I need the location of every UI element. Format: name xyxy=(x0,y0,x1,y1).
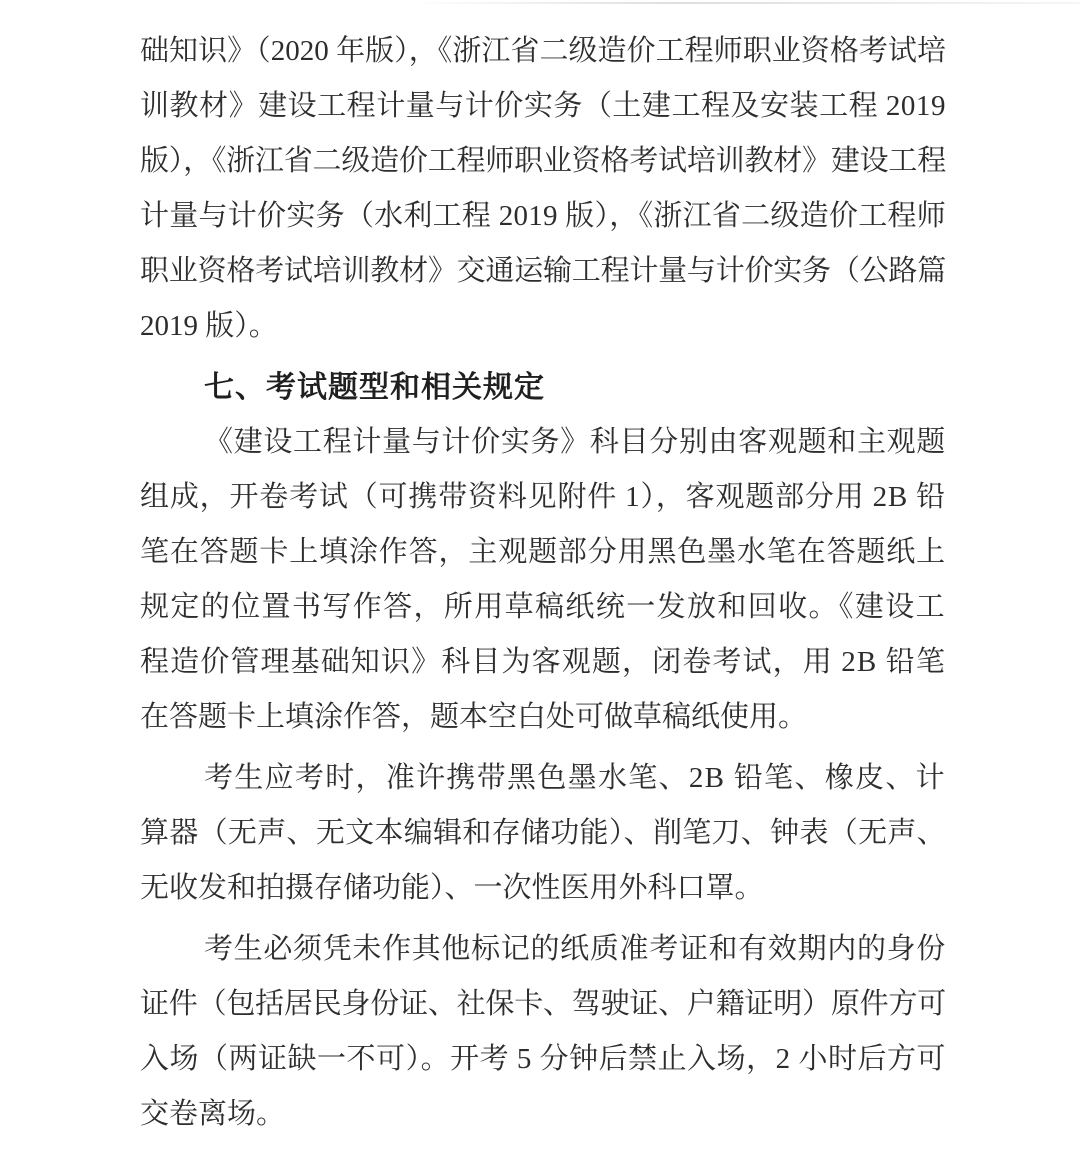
line-text: 交卷离场。 xyxy=(140,1098,286,1130)
line-text: 规定的位置书写作答，所用草稿纸统一发放和回收。《建设工 xyxy=(140,591,946,623)
text-line xyxy=(140,580,946,635)
text-line xyxy=(140,79,946,134)
line-text: 职业资格考试培训教材》交通运输工程计量与计价实务（公路篇 xyxy=(140,255,946,287)
text-block xyxy=(140,24,946,1142)
line-text: 《建设工程计量与计价实务》科目分别由客观题和主观题 xyxy=(204,426,946,458)
section-heading xyxy=(140,360,946,415)
line-text: 笔在答题卡上填涂作答，主观题部分用黑色墨水笔在答题纸上 xyxy=(140,536,946,568)
line-text: 入场（两证缺一不可）。开考 5 分钟后禁止入场，2 小时后方可 xyxy=(140,1043,946,1075)
text-line xyxy=(140,525,946,580)
line-text: 训教材》建设工程计量与计价实务（土建工程及安装工程 2019 xyxy=(140,90,946,122)
text-line xyxy=(140,806,946,861)
text-line xyxy=(140,751,946,806)
text-line xyxy=(140,24,946,79)
text-line xyxy=(140,415,946,470)
text-line xyxy=(140,861,946,916)
line-text: 考生必须凭未作其他标记的纸质准考证和有效期内的身份 xyxy=(204,933,946,965)
text-line xyxy=(140,1087,946,1142)
text-line xyxy=(140,922,946,977)
line-text: 程造价管理基础知识》科目为客观题，闭卷考试，用 2B 铅笔 xyxy=(140,646,946,678)
line-text: 证件（包括居民身份证、社保卡、驾驶证、户籍证明）原件方可 xyxy=(140,988,946,1020)
text-line xyxy=(140,299,946,354)
line-text: 考生应考时，准许携带黑色墨水笔、2B 铅笔、橡皮、计 xyxy=(204,762,946,794)
line-text: 在答题卡上填涂作答，题本空白处可做草稿纸使用。 xyxy=(140,701,808,733)
line-text: 计量与计价实务（水利工程 2019 版），《浙江省二级造价工程师 xyxy=(140,200,946,232)
text-line xyxy=(140,134,946,189)
text-line xyxy=(140,189,946,244)
line-text: 组成，开卷考试（可携带资料见附件 1），客观题部分用 2B 铅 xyxy=(140,481,946,513)
line-text: 无收发和拍摄存储功能）、一次性医用外科口罩。 xyxy=(140,872,764,904)
text-line xyxy=(140,1032,946,1087)
text-line xyxy=(140,635,946,690)
line-text: 版），《浙江省二级造价工程师职业资格考试培训教材》建设工程 xyxy=(140,145,946,177)
text-line xyxy=(140,470,946,525)
line-text: 础知识》（2020 年版），《浙江省二级造价工程师职业资格考试培 xyxy=(140,35,946,67)
scan-artifact-line xyxy=(410,2,1080,4)
text-line xyxy=(140,244,946,299)
text-line xyxy=(140,977,946,1032)
line-text: 七、考试题型和相关规定 xyxy=(204,370,545,405)
line-text: 算器（无声、无文本编辑和存储功能）、削笔刀、钟表（无声、 xyxy=(140,817,946,849)
line-text: 2019 版）。 xyxy=(140,310,278,342)
text-line xyxy=(140,690,946,745)
